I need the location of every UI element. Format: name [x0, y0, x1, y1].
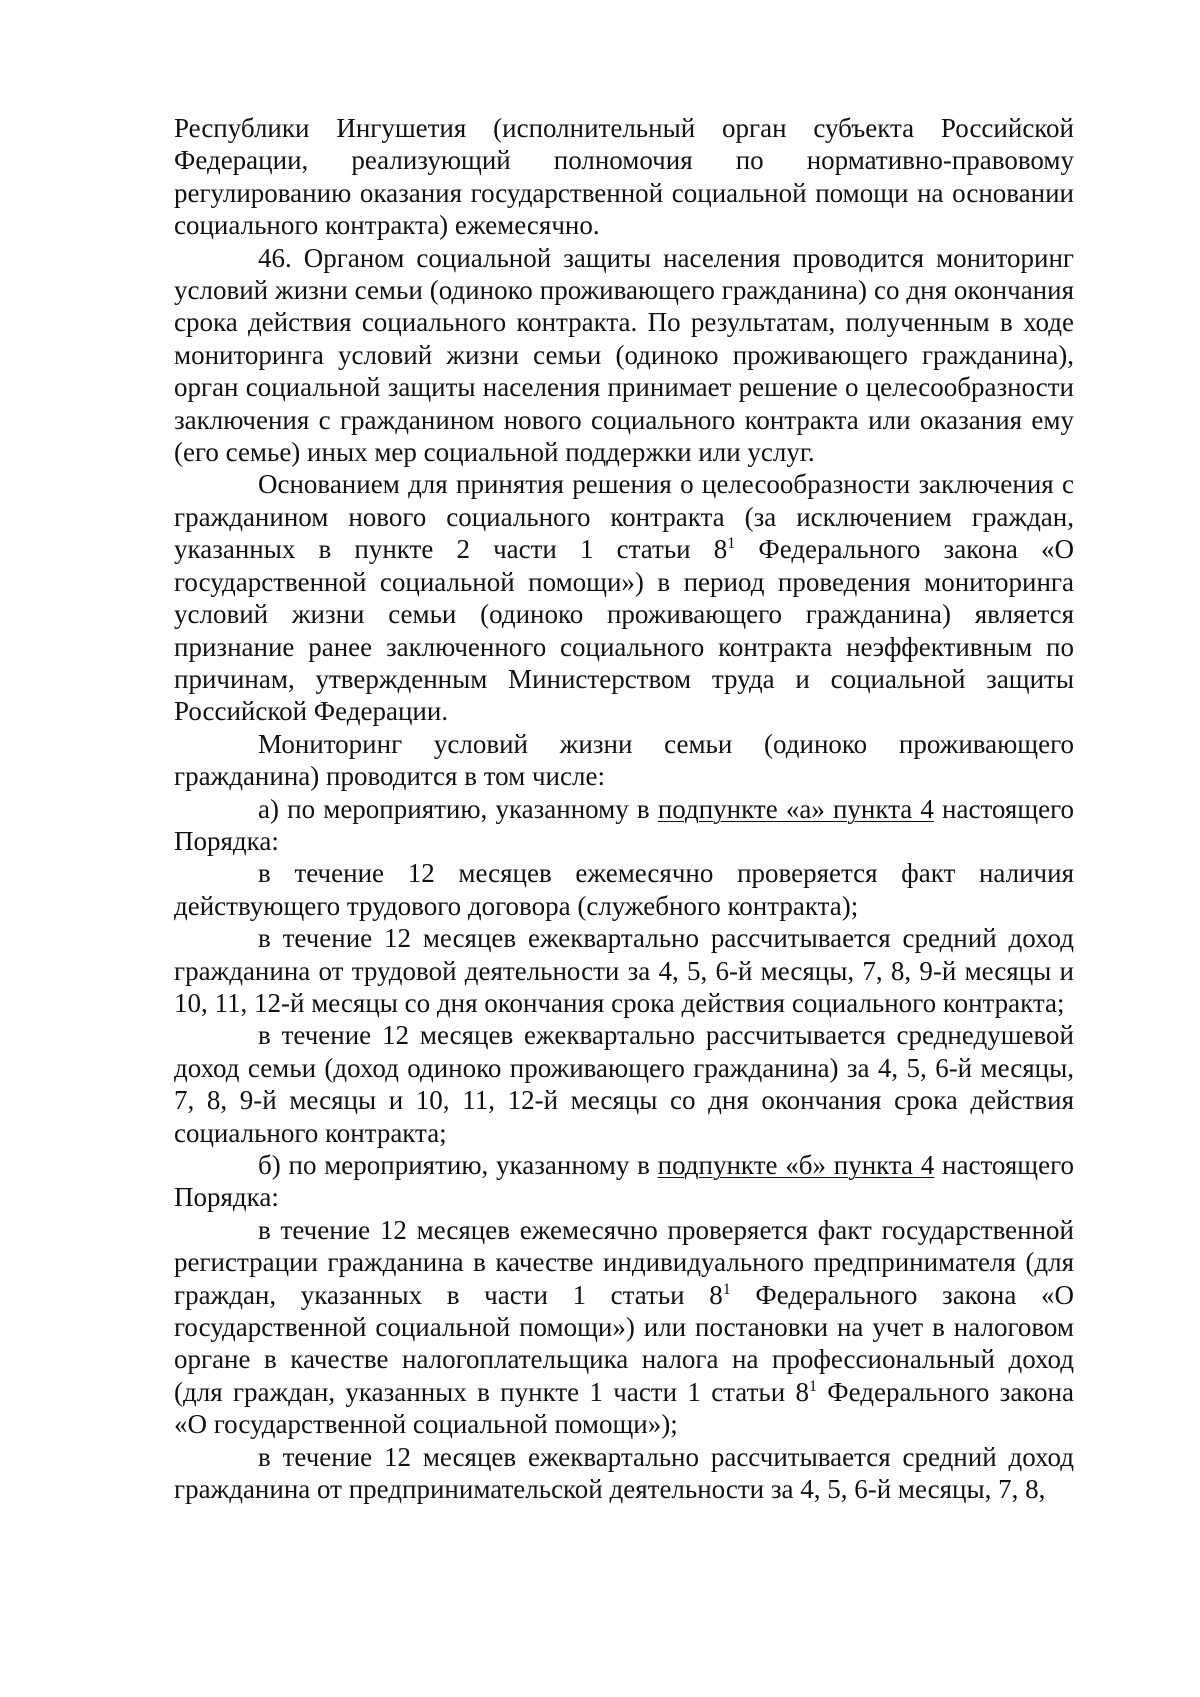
superscript: 1: [722, 1280, 731, 1298]
paragraph-basis: [174, 468, 1074, 727]
superscript: 1: [727, 535, 736, 553]
paragraph-text: Основанием для принятия решения о целесообразности заключения с гражданином нового социального контракта (за исключением граждан, указанных в пункте 2 части 1 статьи 8: [174, 469, 1074, 565]
paragraph-text: а) по мероприятию, указанному в: [258, 793, 658, 824]
paragraph-text: б) по мероприятию, указанному в: [258, 1150, 658, 1180]
paragraph-text: Республики Ингушетия (исполнительный орган субъекта Российской Федерации, реализующий полномочия по нормативно-правовому регулированию оказания государственной социальной помощи на основании социального контракта) ежемесячно.: [174, 113, 1074, 241]
paragraph-item: [174, 1441, 1074, 1506]
list-item-b: [174, 1149, 1074, 1214]
paragraph-continuation: [174, 112, 1074, 242]
list-item-a: [174, 793, 1074, 858]
paragraph-text: в течение 12 месяцев ежеквартально рассчитывается средний доход гражданина от предпринимательской деятельности за 4, 5, 6-й месяцы, 7, 8,: [174, 1441, 1074, 1505]
paragraph-text: Федерального закона «О государственной социальной помощи») в период проведения мониторинга условий жизни семьи (одиноко проживающего гражданина) является признание ранее заключенного социального контракта неэффективным по причинам, утвержденным Министерством труда и социальной защиты Российской Федерации.: [174, 534, 1074, 727]
paragraph-text: Мониторинг условий жизни семьи (одиноко проживающего гражданина) проводится в том числе:: [174, 728, 1074, 792]
paragraph-item: [174, 1214, 1074, 1441]
paragraph-46: [174, 242, 1074, 469]
paragraph-item: [174, 1019, 1074, 1149]
paragraph-text: в течение 12 месяцев ежеквартально рассчитывается средний доход гражданина от трудовой деятельности за 4, 5, 6-й месяцы, 7, 8, 9-й месяцы и 10, 11, 12-й месяцы со дня окончания срока действия социального контракта;: [174, 923, 1074, 1018]
subparagraph-a-link[interactable]: подпункте «а» пункта 4: [657, 793, 934, 824]
paragraph-monitoring: [174, 728, 1074, 793]
paragraph-text: настоящего Порядка:: [174, 1150, 1074, 1213]
paragraph-item: [174, 857, 1074, 922]
paragraph-text: в течение 12 месяцев ежемесячно проверяется факт наличия действующего трудового договора (служебного контракта);: [174, 858, 1074, 921]
paragraph-text: Федерального закона «О государственной социальной помощи»);: [174, 1376, 1074, 1440]
superscript: 1: [808, 1377, 817, 1395]
paragraph-text: настоящего Порядка:: [174, 793, 1075, 856]
subparagraph-b-link[interactable]: подпункте «б» пункта 4: [657, 1150, 935, 1180]
paragraph-text: в течение 12 месяцев ежеквартально рассчитывается среднедушевой доход семьи (доход одиноко проживающего гражданина) за 4, 5, 6-й месяцы, 7, 8, 9-й месяцы и 10, 11, 12-й месяцы со дня окончания срока действия социального контракта;: [174, 1020, 1074, 1148]
paragraph-item: [174, 922, 1074, 1019]
paragraph-text: Федерального закона «О государственной социальной помощи») или постановки на учет в налоговом органе в качестве налогоплательщика налога на профессиональный доход (для граждан, указанных в пункте 1 части 1 статьи 8: [174, 1279, 1074, 1407]
paragraph-text: 46. Органом социальной защиты населения проводится мониторинг условий жизни семьи (одиноко проживающего гражданина) со дня окончания срока действия социального контракта. По результатам, полученным в ходе мониторинга условий жизни семьи (одиноко проживающего гражданина), орган социальной защиты населения принимает решение о целесообразности заключения с гражданином нового социального контракта или оказания ему (его семье) иных мер социальной поддержки или услуг.: [174, 242, 1074, 468]
paragraph-text: в течение 12 месяцев ежемесячно проверяется факт государственной регистрации гражданина в качестве индивидуального предпринимателя (для граждан, указанных в части 1 статьи 8: [174, 1214, 1074, 1310]
